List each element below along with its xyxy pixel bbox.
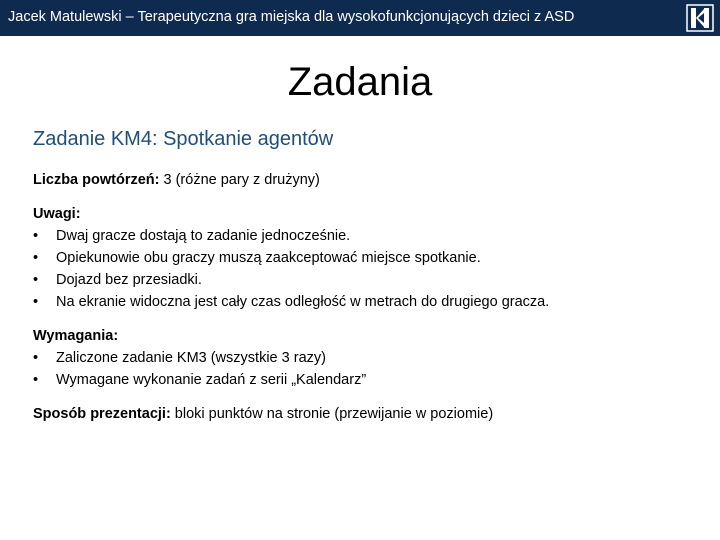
presentation-line bbox=[33, 403, 693, 425]
requirements-label: Wymagania: bbox=[33, 328, 119, 344]
notes-label: Uwagi: bbox=[33, 206, 81, 222]
repetitions-line bbox=[33, 169, 693, 191]
slide-content bbox=[33, 128, 693, 435]
repetitions-label: Liczba powtórzeń: bbox=[33, 172, 160, 188]
requirements-section bbox=[33, 325, 693, 391]
header-text: Jacek Matulewski – Terapeutyczna gra miejska dla wysokofunkcjonujących dzieci z ASD bbox=[8, 9, 575, 25]
list-item: • Zaliczone zadanie KM3 (wszystkie 3 razy) bbox=[33, 347, 693, 369]
list-item: • Dojazd bez przesiadki. bbox=[33, 269, 693, 291]
notes-list bbox=[33, 225, 693, 313]
repetitions-value: 3 (różne pary z drużyny) bbox=[159, 172, 320, 188]
notes-section bbox=[33, 203, 693, 313]
university-logo-icon bbox=[686, 4, 714, 32]
list-item: • Na ekranie widoczna jest cały czas odległość w metrach do drugiego gracza. bbox=[33, 291, 693, 313]
requirements-list bbox=[33, 347, 693, 391]
list-item: • Opiekunowie obu graczy muszą zaakceptować miejsce spotkanie. bbox=[33, 247, 693, 269]
presentation-label: Sposób prezentacji: bbox=[33, 406, 171, 422]
list-item: • Dwaj gracze dostają to zadanie jednocześnie. bbox=[33, 225, 693, 247]
header-bar bbox=[0, 0, 720, 36]
task-subtitle: Zadanie KM4: Spotkanie agentów bbox=[33, 128, 334, 150]
list-item: • Wymagane wykonanie zadań z serii „Kalendarz” bbox=[33, 369, 693, 391]
presentation-value: bloki punktów na stronie (przewijanie w poziomie) bbox=[170, 406, 494, 422]
slide-title: Zadania bbox=[287, 60, 433, 104]
